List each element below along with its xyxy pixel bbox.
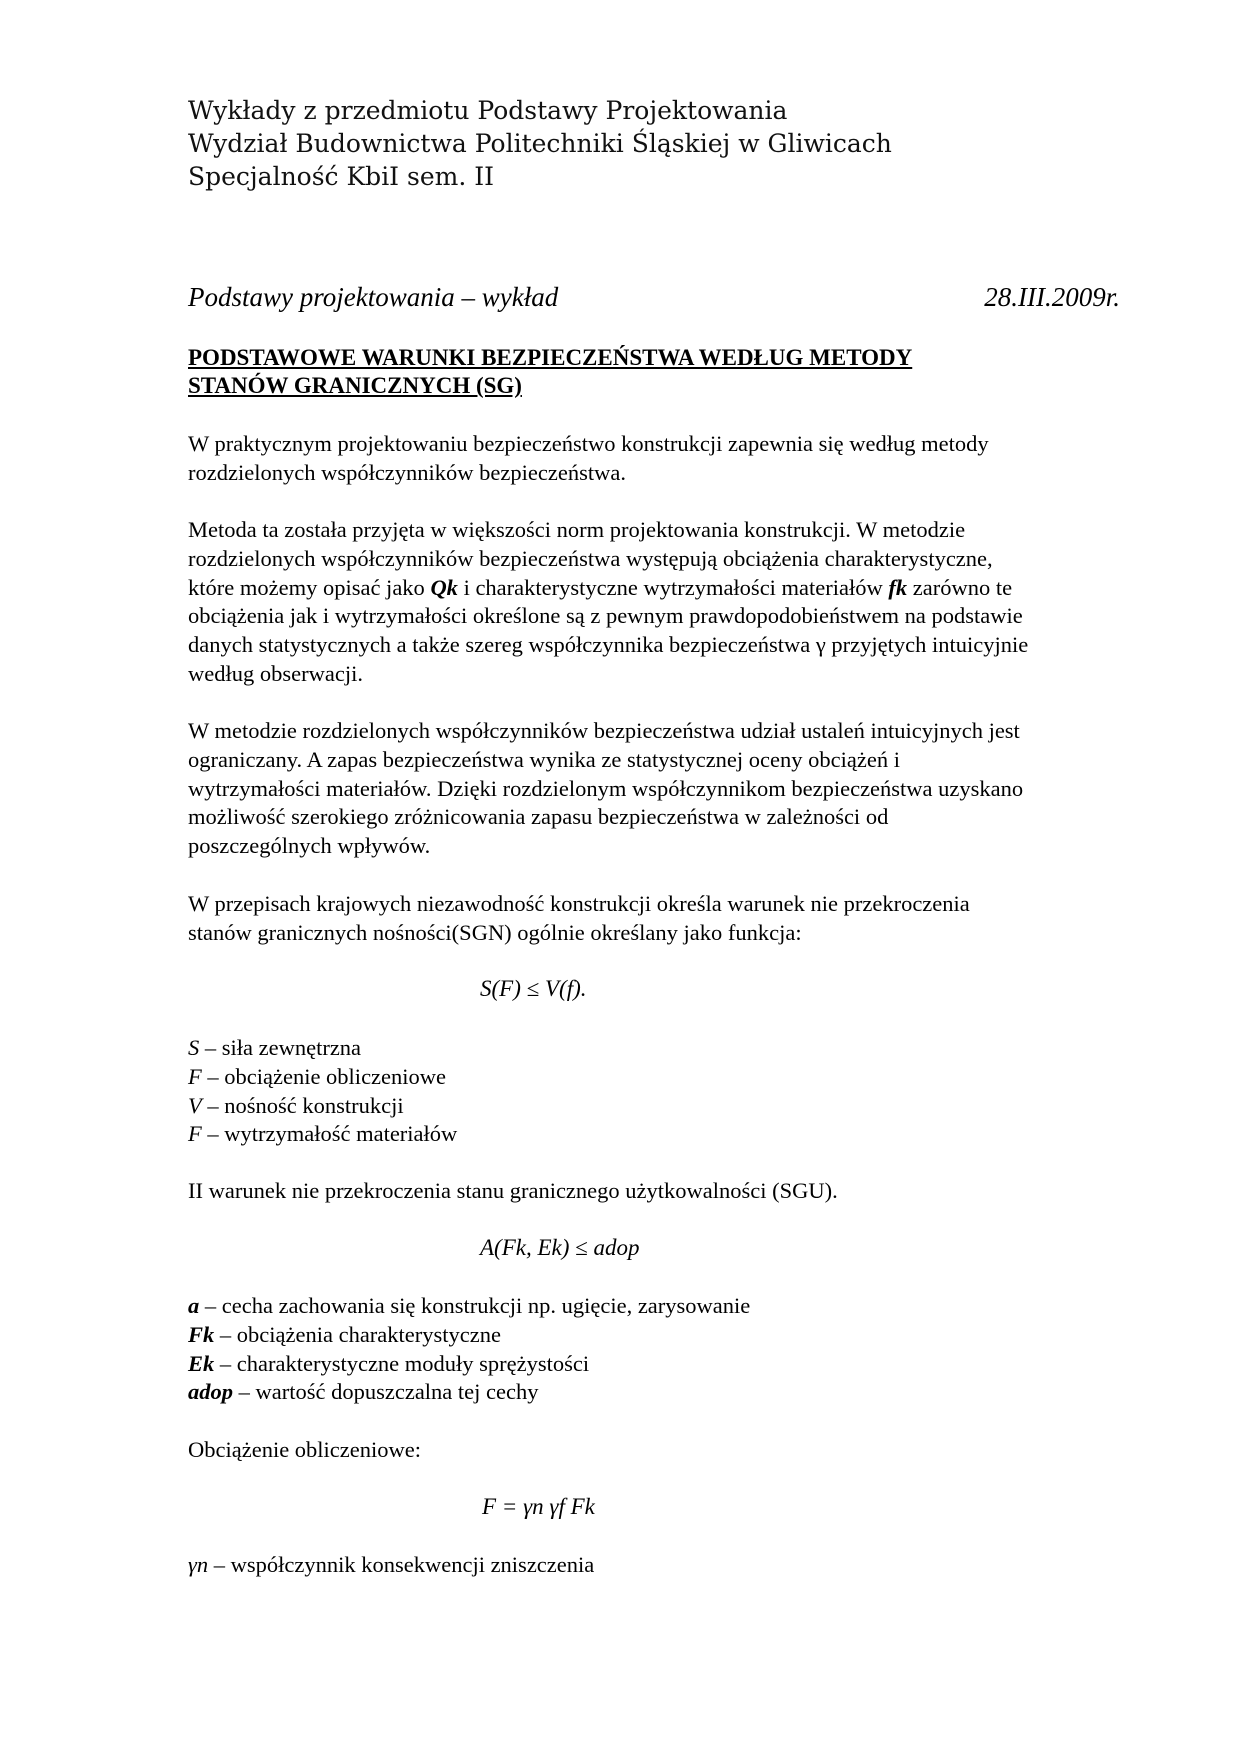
paragraph-1 [188,430,989,488]
symbol-qk: Qk [430,574,458,600]
definition-row [188,1350,750,1379]
definition-text: – cecha zachowania się konstrukcji np. ugięcie, zarysowanie [199,1293,751,1318]
text-run: i charakterystyczne wytrzymałości materiałów [457,574,889,600]
lecture-info [188,282,1120,318]
lecture-title: Podstawy projektowania – wykład [188,282,559,312]
paragraph-line: rozdzielonych współczynników bezpieczeństwa występują obciążenia charakterystyczne, [188,545,993,571]
definitions-sgn [188,1034,457,1149]
section-title-line-2: STANÓW GRANICZNYCH (SG) [188,373,522,398]
paragraph-line: Obciążenie obliczeniowe: [188,1437,422,1462]
paragraph-line: według obserwacji. [188,660,363,686]
definition-text: – wartość dopuszczalna tej cechy [233,1379,539,1405]
formula-sgu: A(Fk, Ek) ≤ adop [480,1235,640,1260]
definition-symbol: γn [188,1552,209,1577]
definition-text: – obciążenia charakterystyczne [214,1321,501,1347]
definitions-design-load [188,1551,594,1580]
section-title [188,344,912,400]
definition-symbol: Fk [188,1321,215,1347]
paragraph-3 [188,717,1023,861]
definition-text: – współczynnik konsekwencji zniszczenia [208,1552,595,1577]
definition-text: – wytrzymałość materiałów [201,1121,458,1147]
paragraph-5 [188,1177,838,1206]
paragraph-line: W metodzie rozdzielonych współczynników bezpieczeństwa udział ustaleń intuicyjnych jest [188,718,1020,743]
section-title-line-1: PODSTAWOWE WARUNKI BEZPIECZEŃSTWA WEDŁUG METODY [188,345,913,370]
definition-row [188,1551,594,1580]
text-run: które możemy opisać jako [188,574,431,600]
definition-row [188,1063,457,1092]
paragraph-line: rozdzielonych współczynników bezpieczeństwa. [188,459,626,485]
paragraph-4 [188,890,970,948]
definition-text: – obciążenie obliczeniowe [201,1063,447,1089]
formula-design-load: F = γn γf Fk [482,1494,595,1519]
paragraph-line: ograniczany. A zapas bezpieczeństwa wynika ze statystycznej oceny obciążeń i [188,746,900,772]
lecture-date: 28.III.2009r. [984,282,1120,312]
definition-row [188,1120,457,1149]
definition-row [188,1092,457,1121]
text-run: zarówno te [907,574,1013,600]
symbol-fk: fk [888,574,908,600]
paragraph-line: Metoda ta została przyjęta w większości norm projektowania konstrukcji. W metodzie [188,517,966,542]
paragraph-line [188,574,1028,603]
definition-symbol: F [188,1121,202,1147]
definition-row [188,1378,750,1407]
definition-text: – charakterystyczne moduły sprężystości [214,1350,590,1376]
paragraph-line: II warunek nie przekroczenia stanu granicznego użytkowalności (SGU). [188,1178,838,1203]
definition-row [188,1292,750,1321]
paragraph-line: poszczególnych wpływów. [188,833,431,859]
definition-text: – nośność konstrukcji [201,1092,404,1118]
definition-text: – siła zewnętrzna [199,1035,362,1060]
definition-row [188,1321,750,1350]
paragraph-line: W przepisach krajowych niezawodność konstrukcji określa warunek nie przekroczenia [188,891,970,916]
formula-sgn: S(F) ≤ V(f). [480,976,587,1001]
definitions-sgu [188,1292,750,1407]
header-line-2: Wydział Budownictwa Politechniki Śląskiej w Gliwicach [188,129,892,158]
header-line-1: Wykłady z przedmiotu Podstawy Projektowania [188,96,788,125]
header-line-3: Specjalność KbiI sem. II [188,162,494,191]
definition-symbol: F [188,1063,202,1089]
course-header [188,94,892,193]
definition-symbol: adop [188,1379,233,1405]
paragraph-line: obciążenia jak i wytrzymałości określone są z pewnym prawdopodobieństwem na podstawie [188,603,1023,629]
definition-symbol: a [188,1293,200,1318]
definition-row [188,1034,457,1063]
paragraph-line: W praktycznym projektowaniu bezpieczeństwo konstrukcji zapewnia się według metody [188,431,989,456]
paragraph-6 [188,1436,421,1465]
paragraph-line: wytrzymałości materiałów. Dzięki rozdzielonym współczynnikom bezpieczeństwa uzyskano [188,775,1024,801]
paragraph-2 [188,516,1028,689]
paragraph-line: stanów granicznych nośności(SGN) ogólnie określany jako funkcja: [188,919,802,945]
paragraph-line: danych statystycznych a także szereg współczynnika bezpieczeństwa γ przyjętych intuicyjnie [188,632,1029,658]
definition-symbol: Ek [188,1350,215,1376]
definition-symbol: S [188,1035,200,1060]
definition-symbol: V [188,1092,202,1118]
paragraph-line: możliwość szerokiego zróżnicowania zapasu bezpieczeństwa w zależności od [188,804,889,830]
